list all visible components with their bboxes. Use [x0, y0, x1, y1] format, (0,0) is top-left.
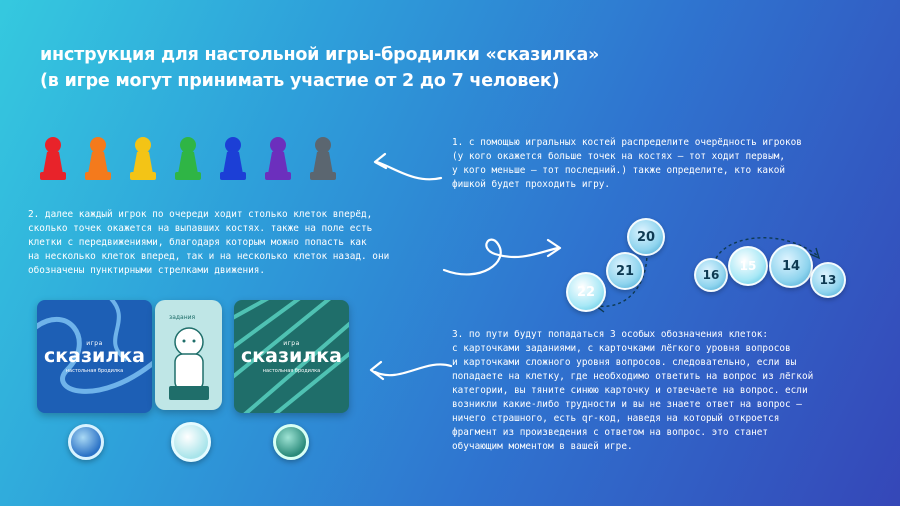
step-1-text: 1. с помощью игральных костей распределите очерёдность игроков (у кого окажется больше точек на костях — тот ходит первым, у кого меньше — тот последний.) также определите, кто какой фишкой будет проходить игру.: [452, 137, 802, 190]
pawn-icon: [263, 136, 293, 180]
step-2-text: 2. далее каждый игрок по очереди ходит столько клеток вперёд, сколько точек окажется на выпавших костях. также на поле есть клетки с передвижениями, благодаря которым можно попасть как на несколько клеток вперед, так и на несколько клеток назад. они обозначены пунктирными стрелками движения.: [28, 209, 390, 276]
card-logo: игра сказилка настольная бродилка: [44, 340, 145, 374]
green-cell-marker: [273, 424, 309, 460]
board-cell: 20: [627, 218, 665, 256]
blue-question-card: [37, 300, 152, 413]
pawn-shape: [265, 137, 291, 180]
board-cell: 14: [769, 244, 813, 288]
pawn-shape: [175, 137, 201, 180]
step-3-text: 3. по пути будут попадаться 3 особых обозначения клеток: с карточками заданиями, с карточками лёгкого уровня вопросов и карточками сложного уровня вопросов. следовательно, если вы попадаете на клетку, где необходимо ответить на вопрос из лёгкой категории, вы тяните синюю карточку и отвечаете на вопрос. если возникли какие-либо трудности и вы не знаете ответ на вопрос — ничего страшного, есть qr-код, наведя на который откроется фрагмент из произведения с ответом на вопрос. это станет обучающим моментом в вашей игре.: [452, 329, 814, 452]
green-question-card: [234, 300, 349, 413]
pawn-row: [38, 136, 338, 186]
task-card: [155, 300, 222, 410]
pawn-shape: [310, 137, 336, 180]
pawn-icon: [308, 136, 338, 180]
board-cell: 16: [694, 258, 728, 292]
pawn-icon: [173, 136, 203, 180]
task-card-label: задания: [169, 314, 196, 321]
card-logo: игра сказилка настольная бродилка: [241, 340, 342, 374]
pawn-shape: [40, 137, 66, 180]
pawn-icon: [38, 136, 68, 180]
title-line-2: (в игре могут принимать участие от 2 до 7 человек): [40, 71, 560, 91]
task-cell-marker: [171, 422, 211, 462]
pawn-icon: [218, 136, 248, 180]
board-cell: 13: [810, 262, 846, 298]
page-title: [40, 42, 680, 94]
blue-cell-marker: [68, 424, 104, 460]
pawn-icon: [128, 136, 158, 180]
pawn-shape: [130, 137, 156, 180]
pawn-shape: [220, 137, 246, 180]
pawn-shape: [85, 137, 111, 180]
title-line-1: инструкция для настольной игры-бродилки «сказилка»: [40, 45, 600, 65]
board-cell: 22: [566, 272, 606, 312]
curved-arrow-icon: [355, 148, 445, 188]
curved-arrow-icon: [440, 222, 570, 282]
pawn-icon: [83, 136, 113, 180]
curved-arrow-icon: [355, 352, 455, 392]
board-cell: 15: [728, 246, 768, 286]
board-cell: 21: [606, 252, 644, 290]
